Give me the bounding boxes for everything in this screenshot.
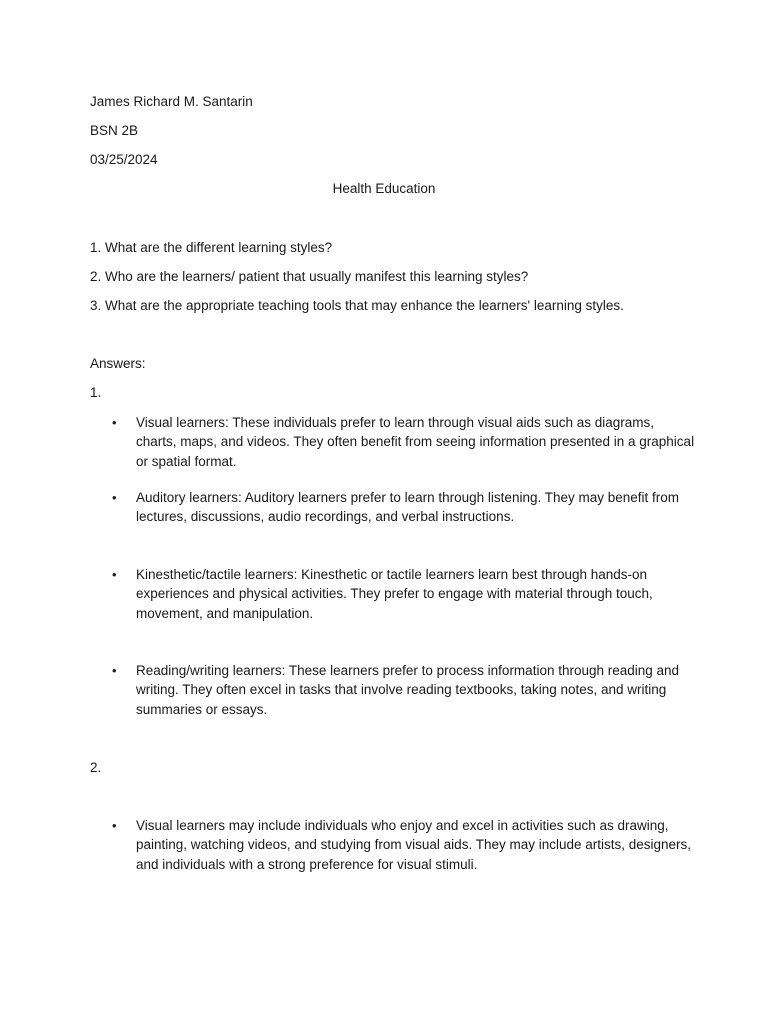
question-3: 3. What are the appropriate teaching tools that may enhance the learners' learning styles. xyxy=(90,298,624,313)
answer-2-bullet-visual: Visual learners may include individuals who enjoy and excel in activities such as drawing, painting, watching videos, and studying from visual aids. They may include artists, designers, and individuals with a strong preference for visual stimuli. xyxy=(136,818,692,872)
student-name: James Richard M. Santarin xyxy=(90,94,253,109)
bullet-icon: • xyxy=(112,818,117,833)
student-section: BSN 2B xyxy=(90,123,139,138)
answer-1-bullet-kinesthetic: Kinesthetic/tactile learners: Kinesthetic or tactile learners learn best through hands-on experiences and physical activities. They prefer to engage with material through touch, movement, and manipulation. xyxy=(136,567,653,621)
bullet-icon: • xyxy=(112,415,117,430)
answer-1-bullet-auditory: Auditory learners: Auditory learners prefer to learn through listening. They may benefit from lectures, discussions, audio recordings, and verbal instructions. xyxy=(136,490,680,525)
document-date: 03/25/2024 xyxy=(90,152,158,167)
answers-label: Answers: xyxy=(90,356,146,371)
bullet-icon: • xyxy=(112,567,117,582)
answer-2-number: 2. xyxy=(90,760,102,775)
bullet-icon: • xyxy=(112,663,117,678)
answer-1-number: 1. xyxy=(90,385,102,400)
answer-1-bullet-reading-writing: Reading/writing learners: These learners prefer to process information through reading and writing. They often excel in tasks that involve reading textbooks, taking notes, and writing summaries or essays. xyxy=(136,663,680,717)
question-2: 2. Who are the learners/ patient that usually manifest this learning styles? xyxy=(90,269,529,284)
bullet-icon: • xyxy=(112,490,117,505)
answer-1-bullet-visual: Visual learners: These individuals prefer to learn through visual aids such as diagrams, charts, maps, and videos. They often benefit from seeing information presented in a graphical or spatial format. xyxy=(136,415,695,469)
question-1: 1. What are the different learning styles? xyxy=(90,240,333,255)
document-title: Health Education xyxy=(332,181,436,196)
